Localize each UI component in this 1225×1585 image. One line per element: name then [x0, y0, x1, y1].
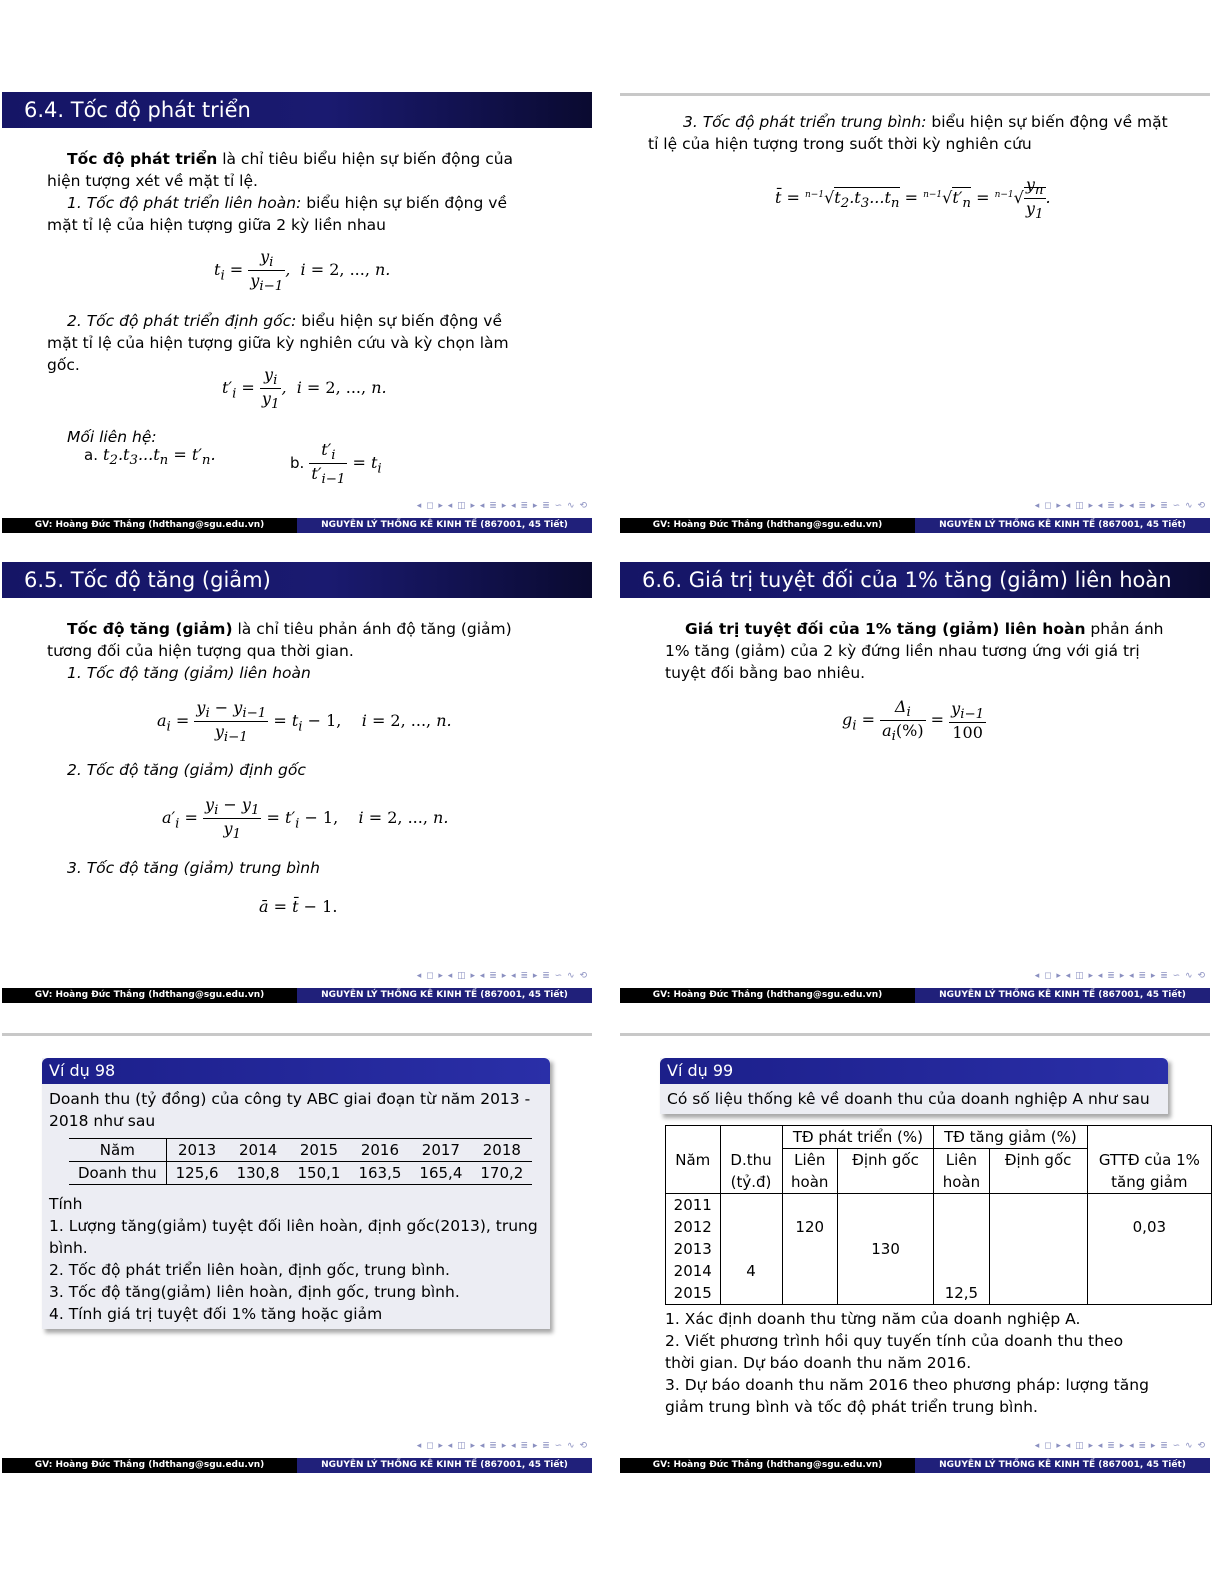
example-body [42, 1084, 550, 1329]
task-list [665, 1308, 1155, 1418]
footer-author: GV: Hoàng Đức Thắng (hdthang@sgu.edu.vn) [2, 1458, 297, 1473]
footer-author: GV: Hoàng Đức Thắng (hdthang@sgu.edu.vn) [620, 518, 915, 533]
intro-text: là chỉ tiêu biểu hiện sự biến động của hiện tượng xét về mặt tỉ lệ. [47, 150, 514, 190]
slide-body [665, 618, 1185, 684]
footer-author: GV: Hoàng Đức Thắng (hdthang@sgu.edu.vn) [620, 988, 915, 1003]
list-item: 2. Tốc độ phát triển liên hoàn, định gốc, trung bình. [49, 1261, 450, 1279]
example-intro: Có số liệu thống kê về doanh thu của doanh nghiệp A như sau [667, 1090, 1150, 1108]
item2-text: 2. Tốc độ tăng (giảm) định gốc [67, 761, 306, 779]
beamer-nav-icons[interactable]: ◂ ◻ ▸ ◂ ◫ ▸ ◂ ≣ ▸ ◂ ≣ ▸ ≣ ∽ ∿ ⟲ [416, 501, 588, 511]
relation-label: Mối liên hệ: [67, 428, 157, 446]
item3-text: biểu hiện sự biến động về mặt tỉ lệ của hiện tượng trong suốt thời kỳ nghiên cứu [648, 113, 1168, 153]
year-cell: 2015 [673, 1284, 712, 1302]
formula-ai: $a_i$ = $\frac{y_i - y_{i-1}}{y_{i-1}}$ = $t_i - 1$, i = 2, ..., n. [157, 698, 452, 746]
item1-label: 1. Tốc độ phát triển liên hoàn: [67, 194, 302, 212]
item3-text: 3. Tốc độ tăng (giảm) trung bình [67, 859, 320, 877]
list-item: 3. Dự báo doanh thu năm 2016 theo phương pháp: lượng tăng giảm trung bình và tốc độ phát triển trung bình. [665, 1376, 1149, 1416]
slide-footer [2, 518, 592, 533]
year-cell: 2012 [673, 1218, 712, 1236]
example-box [42, 1058, 550, 1329]
footer-course: NGUYÊN LÝ THỐNG KÊ KINH TẾ (867001, 45 Tiết) [915, 1458, 1210, 1473]
item2-label: 2. Tốc độ phát triển định gốc: [67, 312, 297, 330]
footer-course: NGUYÊN LÝ THỐNG KÊ KINH TẾ (867001, 45 Tiết) [297, 518, 592, 533]
gttd-2012: 0,03 [1087, 1194, 1211, 1305]
formula-t-bar: t̄ = $^{n-1}√t_2.t_3...t_n = ^{n-1}√t'_n = ^{n-1}√$ $\frac{y_n}{y_1}$ . [775, 175, 1051, 223]
item1-text: biểu hiện sự biến động về mặt tỉ lệ của hiện tượng giữa 2 kỳ liền nhau [47, 194, 507, 234]
formula-ti-prime: $t'_i$ = $\frac{y_i}{y_1}$ , i = 2, ..., n. [222, 365, 387, 413]
list-item: 1. Xác định doanh thu từng năm của doanh nghiệp A. [665, 1310, 1081, 1328]
footer-author: GV: Hoàng Đức Thắng (hdthang@sgu.edu.vn) [2, 518, 297, 533]
year-cell: 2013 [673, 1240, 712, 1258]
year-cell: 2014 [673, 1262, 712, 1280]
formula-a-bar: ā = t̄ − 1. [259, 897, 338, 916]
intro-text: là chỉ tiêu phản ánh độ tăng (giảm) tương đối của hiện tượng qua thời gian. [47, 620, 512, 660]
slide-6-6 [620, 555, 1212, 1015]
beamer-nav-icons[interactable]: ◂ ◻ ▸ ◂ ◫ ▸ ◂ ≣ ▸ ◂ ≣ ▸ ≣ ∽ ∿ ⟲ [416, 1441, 588, 1451]
revenue-table [665, 1125, 1212, 1305]
formula-relation-a: a. $t_2.t_3...t_n = t'_n$. [84, 445, 216, 469]
slide-title: 6.4. Tốc độ phát triển [2, 92, 592, 128]
beamer-nav-icons[interactable]: ◂ ◻ ▸ ◂ ◫ ▸ ◂ ≣ ▸ ◂ ≣ ▸ ≣ ∽ ∿ ⟲ [1034, 501, 1206, 511]
slide-6-5 [2, 555, 594, 1015]
formula-gi: $g_i$ = $\frac{\Delta_i}{a_i(\%)}$ = $\frac{y_{i-1}}{100}$ [842, 697, 985, 745]
table-row: TĐ phát triển (%) TĐ tăng giảm (%) [666, 1126, 1212, 1149]
beamer-nav-icons[interactable]: ◂ ◻ ▸ ◂ ◫ ▸ ◂ ≣ ▸ ◂ ≣ ▸ ≣ ∽ ∿ ⟲ [1034, 1441, 1206, 1451]
table-row: Doanh thu 125,6 130,8 150,1 163,5 165,4 170,2 [69, 1162, 532, 1185]
example-intro: Doanh thu (tỷ đồng) của công ty ABC giai đoạn từ năm 2013 - 2018 như sau [49, 1090, 531, 1130]
term-bold: Giá trị tuyệt đối của 1% tăng (giảm) liên hoàn [685, 620, 1086, 638]
item3-label: 3. Tốc độ phát triển trung bình: [683, 113, 927, 131]
lh2-2015: 12,5 [934, 1194, 989, 1305]
slide-footer [620, 988, 1210, 1003]
item1-text: 1. Tốc độ tăng (giảm) liên hoàn [67, 664, 311, 682]
footer-author: GV: Hoàng Đức Thắng (hdthang@sgu.edu.vn) [2, 988, 297, 1003]
slide-footer [2, 1458, 592, 1473]
footer-course: NGUYÊN LÝ THỐNG KÊ KINH TẾ (867001, 45 Tiết) [297, 1458, 592, 1473]
list-item: Tính [49, 1195, 83, 1213]
slide-body [47, 148, 537, 236]
slide-6-4 [2, 85, 594, 545]
beamer-nav-icons[interactable]: ◂ ◻ ▸ ◂ ◫ ▸ ◂ ≣ ▸ ◂ ≣ ▸ ≣ ∽ ∿ ⟲ [416, 971, 588, 981]
term-bold: Tốc độ phát triển [67, 150, 218, 168]
list-item: 1. Lượng tăng(giảm) tuyệt đối liên hoàn, định gốc(2013), trung bình. [49, 1217, 538, 1257]
header-line [620, 1033, 1210, 1036]
lh1-2012: 120 [782, 1194, 837, 1305]
slide-example-98 [2, 1025, 594, 1485]
formula-ai-prime: $a'_i$ = $\frac{y_i - y_1}{y_1}$ = $t'_i - 1$, i = 2, ..., n. [162, 795, 449, 843]
beamer-nav-icons[interactable]: ◂ ◻ ▸ ◂ ◫ ▸ ◂ ≣ ▸ ◂ ≣ ▸ ≣ ∽ ∿ ⟲ [1034, 971, 1206, 981]
table-row: Năm 2013 2014 2015 2016 2017 2018 [69, 1139, 532, 1162]
task-list [49, 1193, 543, 1325]
slide-footer [620, 1458, 1210, 1473]
footer-course: NGUYÊN LÝ THỐNG KÊ KINH TẾ (867001, 45 Tiết) [915, 518, 1210, 533]
revenue-table [69, 1138, 532, 1185]
dthu-2014: 4 [720, 1194, 782, 1305]
footer-course: NGUYÊN LÝ THỐNG KÊ KINH TẾ (867001, 45 Tiết) [297, 988, 592, 1003]
list-item: 3. Tốc độ tăng(giảm) liên hoàn, định gốc, trung bình. [49, 1283, 460, 1301]
term-bold: Tốc độ tăng (giảm) [67, 620, 233, 638]
slide-body [47, 618, 547, 684]
example-title: Ví dụ 99 [660, 1058, 1168, 1084]
footer-author: GV: Hoàng Đức Thắng (hdthang@sgu.edu.vn) [620, 1458, 915, 1473]
slide-title: 6.6. Giá trị tuyệt đối của 1% tăng (giảm) liên hoàn [620, 562, 1210, 598]
year-cell: 2011 [673, 1196, 712, 1214]
list-item: 4. Tính giá trị tuyệt đối 1% tăng hoặc giảm [49, 1305, 383, 1323]
item2-text: biểu hiện sự biến động về mặt tỉ lệ của hiện tượng giữa kỳ nghiên cứu và kỳ chọn làm gốc. [47, 312, 509, 374]
slide-footer [620, 518, 1210, 533]
intro-text: phản ánh 1% tăng (giảm) của 2 kỳ đứng liền nhau tương ứng với giá trị tuyệt đối bằng bao nhiêu. [665, 620, 1164, 682]
header-line [620, 93, 1210, 96]
example-box [660, 1058, 1168, 1114]
dg1-2013: 130 [837, 1194, 933, 1305]
table-row: Năm D.thu (tỷ.đ) Liên hoàn Định gốc Liên hoàn Định gốc GTTĐ của 1% tăng giảm [666, 1149, 1212, 1194]
slide-6-4-cont [620, 85, 1212, 545]
footer-course: NGUYÊN LÝ THỐNG KÊ KINH TẾ (867001, 45 Tiết) [915, 988, 1210, 1003]
formula-relation-b: b. $\frac{t'_i}{t'_{i-1}}$ = $t_i$ [290, 440, 382, 488]
slide-title: 6.5. Tốc độ tăng (giảm) [2, 562, 592, 598]
slide-footer [2, 988, 592, 1003]
header-line [2, 1033, 592, 1036]
formula-ti: $t_i$ = $\frac{y_i}{y_{i-1}}$ , i = 2, ..., n. [214, 247, 391, 295]
slide-body [648, 111, 1168, 155]
table-row [666, 1194, 1212, 1305]
slide-example-99 [620, 1025, 1212, 1485]
list-item: 2. Viết phương trình hồi quy tuyến tính của doanh thu theo thời gian. Dự báo doanh thu năm 2016. [665, 1332, 1124, 1372]
example-title: Ví dụ 98 [42, 1058, 550, 1084]
